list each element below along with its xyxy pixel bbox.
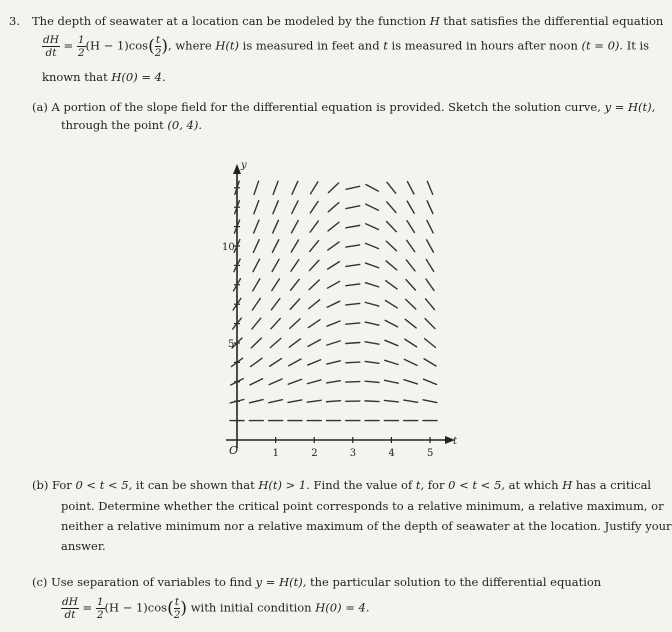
y-tick-label: 10 <box>222 242 235 253</box>
slope-segment <box>291 260 299 272</box>
part-b-line4: answer. <box>61 539 106 553</box>
slope-segment <box>427 240 434 252</box>
part-b-text-a: For <box>52 478 72 492</box>
equation-rest2: is measured in hours after noon <box>391 38 578 53</box>
slope-segment <box>407 221 414 233</box>
slope-segment <box>309 260 318 270</box>
equation-middle: (H − 1)cos <box>85 38 149 53</box>
slope-segment <box>328 203 339 212</box>
slope-segment <box>311 182 318 194</box>
slope-segment <box>292 201 298 214</box>
slope-segment <box>308 360 321 365</box>
slope-segment <box>427 220 433 233</box>
part-b-line2: point. Determine whether the critical point corresponds to a relative minimum, a relative maximum, or <box>61 499 664 513</box>
slope-segment <box>288 400 302 403</box>
intro-text-end: that satisfies the differential equation <box>443 14 664 28</box>
slope-segment <box>253 240 259 253</box>
slope-segment <box>253 259 259 271</box>
equation-itis: It is <box>626 38 650 53</box>
slope-segment <box>366 224 379 230</box>
dh-dt-fraction: $\frac{dH}{dt}$ <box>43 34 59 59</box>
part-b-text-d: for <box>427 478 445 492</box>
slope-segment <box>270 359 282 367</box>
slope-segment <box>254 201 259 214</box>
slope-segment <box>365 302 379 306</box>
slope-segment <box>346 245 360 247</box>
slope-segment <box>310 201 318 213</box>
slope-segment <box>387 202 396 213</box>
slope-segment <box>346 225 360 227</box>
half-fraction: $\frac{1}{2}$ <box>77 34 85 59</box>
part-a-curve: y = H(t), <box>604 100 656 114</box>
tick-marks <box>222 188 433 459</box>
part-c-init: H(0) = 4. <box>315 600 370 615</box>
part-b-tvar: t, <box>415 478 425 492</box>
differential-equation: $\frac{dH}{dt}$ = $\frac{1}{2}$ (H − 1)cos( $\frac{t}{2}$ ), where H(t) is measured in feet and t is measured in hours after noon (t = 0). It is <box>43 34 650 59</box>
equation-t0: (t = 0). <box>581 38 624 53</box>
part-b-line1 <box>32 478 651 492</box>
slope-segment <box>254 181 259 194</box>
slope-segment <box>385 300 397 307</box>
slope-segment <box>273 181 278 194</box>
y-tick-label: 5 <box>228 339 235 350</box>
slope-segment <box>427 181 432 194</box>
slope-segment <box>272 240 278 253</box>
part-a-text: A portion of the slope field for the differential equation is provided. Sketch the solution curve, <box>51 100 601 114</box>
slope-segment <box>423 400 437 403</box>
part-a-label: (a) <box>32 100 48 114</box>
t-axis-label: t <box>453 436 458 447</box>
y-axis-label: y <box>241 160 247 171</box>
slope-segment <box>288 379 301 384</box>
equation-t: t <box>383 38 388 53</box>
part-c-text-a: Use separation of variables to find <box>51 575 252 589</box>
slope-segment <box>272 259 279 271</box>
dh-dt-fraction-c: $\frac{dH}{dt}$ <box>62 596 78 621</box>
slope-segment <box>346 343 360 344</box>
part-b-cond3: 0 < t < 5, <box>448 478 505 492</box>
slope-segment <box>310 221 318 232</box>
slope-segment <box>290 319 300 328</box>
slope-segment <box>346 206 360 209</box>
slope-segment <box>249 400 263 403</box>
slope-segment <box>251 358 262 366</box>
part-a-point: (0, 4). <box>167 118 202 132</box>
part-c-func: y = H(t), <box>255 575 307 589</box>
half-fraction-c: $\frac{1}{2}$ <box>96 596 104 621</box>
slope-segment <box>269 400 283 403</box>
equals-sign: = <box>63 38 74 53</box>
slope-segment <box>386 261 397 270</box>
slope-segment <box>425 319 435 329</box>
slope-segment <box>328 183 338 193</box>
slope-segment <box>291 240 298 252</box>
slope-segment <box>272 279 280 291</box>
equation-Ht: H(t) <box>215 38 239 53</box>
slope-segment <box>366 243 379 248</box>
slope-segment <box>407 240 415 251</box>
slope-segment <box>310 241 319 252</box>
part-c-text-b: the particular solution to the differential equation <box>310 575 602 589</box>
slope-segment <box>426 279 434 290</box>
slope-segment <box>292 220 299 232</box>
y-axis-arrow <box>233 164 241 174</box>
part-c-equation: $\frac{dH}{dt}$ = $\frac{1}{2}$ (H − 1)cos( $\frac{t}{2}$ ) with initial condition H(0) = 4. <box>62 596 370 621</box>
equation-middle-c: (H − 1)cos <box>104 600 168 615</box>
slope-segment <box>308 340 320 347</box>
slope-segment <box>253 279 260 291</box>
part-b-label: (b) <box>32 478 49 492</box>
slope-segment <box>366 204 379 210</box>
slope-segment <box>346 186 360 189</box>
slope-segment <box>328 262 340 269</box>
slope-segment <box>385 380 399 383</box>
slope-segment <box>384 400 398 401</box>
slope-segment <box>250 379 263 385</box>
slope-segment <box>406 299 416 309</box>
slope-segment <box>273 220 279 233</box>
slope-segment <box>307 400 321 402</box>
slope-segment <box>328 222 339 231</box>
problem-number: 3. <box>9 14 20 28</box>
known-text: known that <box>42 70 108 84</box>
slope-segment <box>386 281 397 289</box>
slope-segment <box>407 201 414 213</box>
slope-segment <box>365 401 379 402</box>
slope-segment <box>346 362 360 363</box>
slope-segment <box>405 339 417 346</box>
slope-segment <box>365 322 379 325</box>
slope-segment <box>346 264 360 266</box>
slope-segment <box>385 360 398 364</box>
slope-segment <box>424 359 436 366</box>
t-tick-label: 2 <box>311 448 318 459</box>
part-c-with: with initial condition <box>190 600 312 615</box>
slope-segment <box>271 318 280 328</box>
part-c-label: (c) <box>32 575 48 589</box>
part-b-cond1: 0 < t < 5, <box>75 478 133 492</box>
t-tick-label: 3 <box>349 448 357 459</box>
cos-argument: $\frac{t}{2}$ <box>154 34 162 59</box>
slope-segment <box>270 338 280 347</box>
slope-segment <box>273 201 278 214</box>
slope-segment <box>426 299 435 310</box>
slope-segment <box>424 379 437 384</box>
slope-segment <box>327 341 340 345</box>
slope-segment <box>387 182 396 193</box>
slope-segment <box>406 260 415 271</box>
slope-segment <box>271 299 279 310</box>
slope-segment <box>254 220 259 233</box>
slope-segment <box>385 340 398 345</box>
equals-sign-c: = <box>82 600 93 615</box>
t-tick-label: 1 <box>272 448 279 459</box>
slope-segment <box>365 283 378 287</box>
slope-segment <box>365 381 379 382</box>
slope-segment <box>308 320 320 328</box>
slope-segment <box>327 281 339 288</box>
slope-segment <box>404 359 417 365</box>
slope-segment <box>386 241 396 251</box>
slope-segment <box>269 379 282 385</box>
part-c-line1 <box>32 575 601 589</box>
cos-argument-c: $\frac{t}{2}$ <box>173 596 181 621</box>
intro-function: H <box>429 14 440 28</box>
part-b-line3: neither a relative minimum nor a relative maximum of the depth of seawater at the location. Justify your <box>61 519 672 533</box>
slope-segment <box>407 182 414 194</box>
t-tick-label: 4 <box>388 448 395 459</box>
slope-segment <box>292 181 298 194</box>
slope-segment <box>252 298 260 310</box>
slope-segment <box>309 280 319 290</box>
slope-segment <box>346 303 360 304</box>
part-b-text-e: at which <box>508 478 559 492</box>
slope-segment <box>387 222 397 232</box>
slope-segment <box>366 263 379 268</box>
origin-label: O <box>229 444 239 457</box>
slope-segment <box>385 320 397 326</box>
slope-segment <box>406 280 415 290</box>
slope-segment <box>289 339 300 347</box>
slope-segment <box>365 361 379 363</box>
slope-segment <box>327 321 340 326</box>
slope-segment <box>290 299 299 309</box>
slope-segment <box>291 279 300 290</box>
slope-segment <box>251 338 261 348</box>
part-b-text-c: Find the value of <box>313 478 413 492</box>
part-b-Hvar: H <box>562 478 573 492</box>
slope-segment <box>346 284 360 286</box>
slope-segment <box>405 319 416 328</box>
slope-segment <box>327 301 340 307</box>
slope-segment <box>404 380 417 384</box>
slope-segment <box>327 361 341 364</box>
intro-text: The depth of seawater at a location can be modeled by the function <box>32 14 427 28</box>
slope-segment <box>366 184 378 191</box>
slope-segment <box>307 380 321 384</box>
slope-segment <box>309 300 320 309</box>
part-b-cond2: H(t) > 1. <box>258 478 310 492</box>
equation-rest: is measured in feet and <box>242 38 380 53</box>
known-value: H(0) = 4. <box>111 70 166 84</box>
slope-segment <box>289 359 301 366</box>
slope-segment <box>365 342 379 344</box>
slope-segment <box>404 400 418 402</box>
slope-segment <box>327 381 341 383</box>
t-tick-label: 5 <box>427 448 434 459</box>
axes <box>226 160 458 457</box>
part-b-text-f: has a critical <box>575 478 652 492</box>
equation-where: , where <box>168 38 212 53</box>
slope-segment <box>425 339 436 348</box>
part-a-text2: through the point <box>61 118 164 132</box>
slope-segment <box>426 259 433 271</box>
slope-segment <box>328 242 339 250</box>
slope-segment <box>252 318 261 329</box>
slope-segment <box>327 401 341 402</box>
slope-segments <box>230 181 437 420</box>
slope-segment <box>427 201 433 214</box>
slope-segment <box>346 323 360 324</box>
part-b-text-b: it can be shown that <box>135 478 255 492</box>
